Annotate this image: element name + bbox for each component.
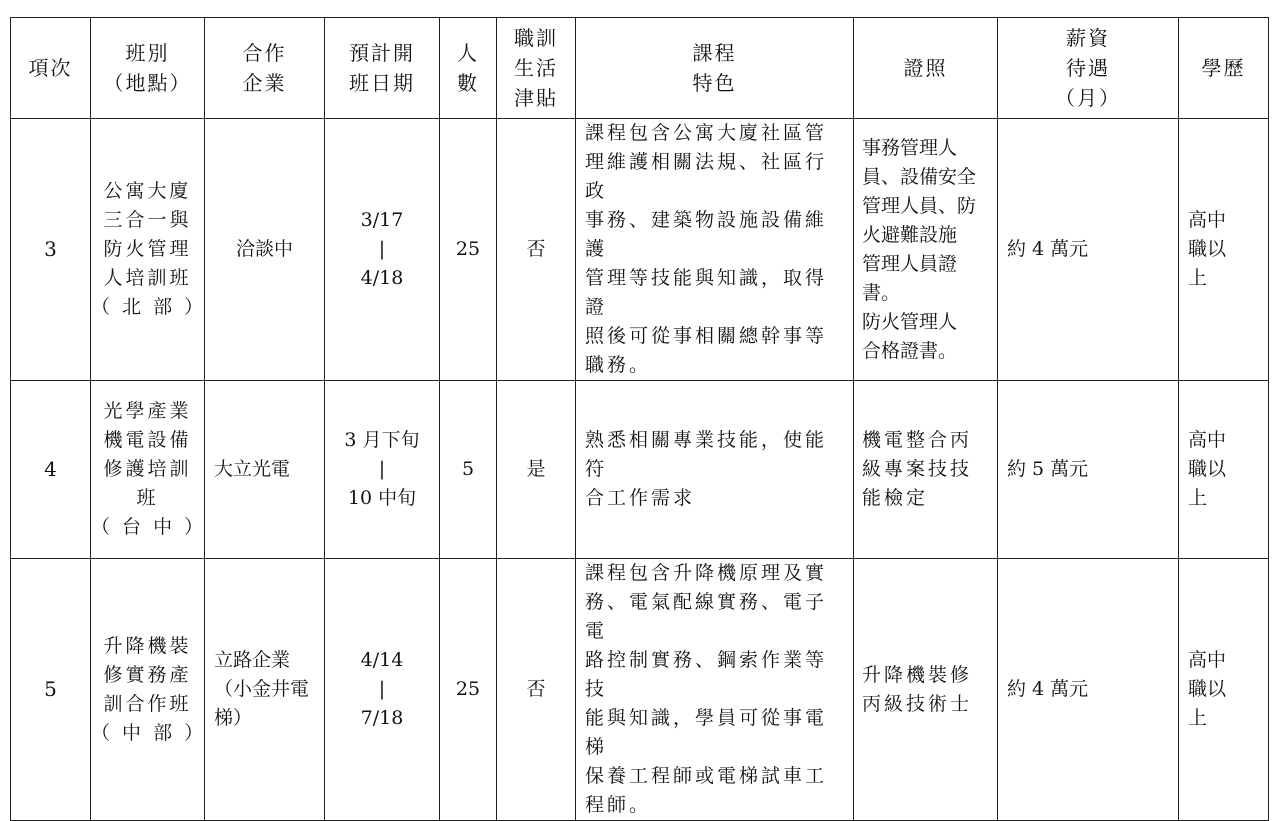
class-line: 三合一與 — [103, 209, 192, 231]
item-number: 4 — [11, 381, 91, 559]
class-line: 防火管理 — [103, 238, 192, 260]
certificate-line: 事務管理人 — [862, 136, 958, 159]
class-line: 訓合作班 — [103, 692, 192, 715]
header-salary-line: 待遇 — [1066, 56, 1110, 80]
education-line: 上 — [1188, 487, 1208, 509]
education — [1179, 381, 1269, 559]
class-line: 機電設備 — [103, 429, 192, 451]
education-line: 上 — [1188, 707, 1208, 729]
table-row — [11, 559, 1269, 821]
end-date: 7/18 — [360, 707, 404, 729]
course-line: 熟悉相關專業技能，使能符 — [585, 429, 828, 480]
certificate-line: 能檢定 — [862, 487, 929, 509]
education-line: 職以 — [1188, 678, 1227, 700]
course-line: 事務、建築物設施設備維護 — [585, 209, 828, 260]
header-allowance-line: 生活 — [514, 56, 558, 80]
header-course-line: 特色 — [692, 71, 737, 95]
course-line: 程師。 — [585, 794, 652, 816]
certificate-line: 管理人員、防 — [862, 194, 977, 217]
headcount: 5 — [440, 381, 497, 559]
date-separator: | — [378, 238, 386, 260]
education — [1179, 119, 1269, 381]
partner-line: 梯） — [214, 707, 253, 729]
header-partner — [205, 18, 325, 119]
course-line: 保養工程師或電梯試車工 — [585, 765, 828, 787]
certificate-line: 升降機裝修 — [862, 663, 973, 686]
partner-line: 大立光電 — [214, 458, 291, 480]
headcount: 25 — [440, 559, 497, 821]
end-date: 10 中旬 — [347, 487, 417, 509]
header-headcount — [440, 18, 497, 119]
header-education: 學歷 — [1179, 18, 1269, 119]
certificate-line: 管理人員證 — [862, 252, 958, 275]
class-location: （ 中 部 ） — [91, 721, 207, 744]
header-class-location — [91, 18, 205, 119]
education — [1179, 559, 1269, 821]
item-number: 3 — [11, 119, 91, 381]
header-class-line: （地點） — [103, 71, 192, 95]
schedule-dates — [325, 381, 440, 559]
salary: 約 5 萬元 — [998, 381, 1179, 559]
allowance: 是 — [497, 381, 576, 559]
partner-line: （小金井電 — [214, 678, 310, 700]
course-line: 課程包含升降機原理及實 — [585, 562, 828, 584]
course-line: 管理等技能與知識，取得證 — [585, 267, 828, 318]
header-schedule-line: 預計開 — [349, 41, 415, 65]
header-partner-line: 企業 — [242, 71, 287, 95]
item-number: 5 — [11, 559, 91, 821]
header-schedule-line: 班日期 — [349, 71, 415, 95]
class-line: 公寓大廈 — [103, 180, 192, 202]
course-line: 務、電氣配線實務、電子電 — [585, 591, 828, 642]
certificate-line: 機電整合丙 — [862, 429, 973, 451]
allowance: 否 — [497, 119, 576, 381]
course-line: 合工作需求 — [585, 487, 696, 509]
course-description — [576, 381, 854, 559]
course-description — [576, 119, 854, 381]
class-line: 人培訓班 — [103, 267, 192, 289]
header-salary — [998, 18, 1179, 119]
header-allowance-line: 職訓 — [514, 26, 558, 50]
table-row — [11, 381, 1269, 559]
class-location: （ 台 中 ） — [91, 516, 207, 538]
class-name — [91, 381, 205, 559]
course-line: 路控制實務、鋼索作業等技 — [585, 649, 828, 700]
header-row — [11, 18, 1269, 119]
certificate-line: 丙級技術士 — [862, 692, 973, 715]
class-line: 修護培訓 — [103, 458, 192, 480]
header-partner-line: 合作 — [242, 41, 287, 65]
education-line: 高中 — [1188, 429, 1227, 451]
certificate-line: 防火管理人 — [862, 310, 958, 333]
header-headcount-line: 數 — [457, 71, 479, 95]
class-name — [91, 559, 205, 821]
partner-line: 洽談中 — [235, 238, 293, 260]
header-certificate: 證照 — [854, 18, 998, 119]
education-line: 職以 — [1188, 238, 1227, 260]
start-date: 4/14 — [360, 649, 404, 671]
partner-company — [205, 381, 325, 559]
certificate — [854, 381, 998, 559]
class-name — [91, 119, 205, 381]
header-salary-line: 薪資 — [1066, 26, 1110, 50]
salary: 約 4 萬元 — [998, 119, 1179, 381]
header-course-line: 課程 — [692, 41, 737, 65]
headcount: 25 — [440, 119, 497, 381]
allowance: 否 — [497, 559, 576, 821]
course-line: 理維護相關法規、社區行政 — [585, 151, 828, 202]
start-date: 3 月下旬 — [344, 429, 420, 451]
course-line: 照後可從事相關總幹事等 — [585, 325, 828, 347]
education-line: 高中 — [1188, 649, 1227, 671]
table-row — [11, 119, 1269, 381]
class-line: 光學產業 — [103, 400, 192, 422]
training-course-table — [10, 17, 1269, 821]
date-separator: | — [378, 678, 386, 700]
class-line: 升降機裝 — [103, 634, 192, 657]
course-line: 課程包含公寓大廈社區管 — [585, 122, 828, 144]
certificate-line: 級專案技技 — [862, 458, 973, 480]
course-line: 職務。 — [585, 354, 652, 376]
class-line: 修實務產 — [103, 663, 192, 686]
certificate — [854, 559, 998, 821]
header-course — [576, 18, 854, 119]
schedule-dates — [325, 119, 440, 381]
course-description — [576, 559, 854, 821]
certificate-line: 員、設備安全 — [862, 165, 977, 188]
header-salary-line: （月） — [1055, 86, 1121, 110]
end-date: 4/18 — [360, 267, 404, 289]
certificate-line: 書。 — [862, 281, 901, 304]
partner-line: 立路企業 — [214, 649, 291, 671]
partner-company — [205, 119, 325, 381]
certificate-line: 火避難設施 — [862, 223, 958, 246]
salary: 約 4 萬元 — [998, 559, 1179, 821]
class-location: （ 北 部 ） — [91, 296, 207, 318]
header-allowance — [497, 18, 576, 119]
education-line: 上 — [1188, 267, 1208, 289]
header-allowance-line: 津貼 — [514, 86, 558, 110]
start-date: 3/17 — [360, 209, 404, 231]
schedule-dates — [325, 559, 440, 821]
header-class-line: 班別 — [125, 41, 170, 65]
date-separator: | — [378, 458, 386, 480]
partner-company — [205, 559, 325, 821]
class-line: 班 — [136, 487, 159, 509]
header-item: 項次 — [11, 18, 91, 119]
certificate-line: 合格證書。 — [862, 339, 958, 362]
course-line: 能與知識，學員可從事電梯 — [585, 707, 828, 758]
education-line: 職以 — [1188, 458, 1227, 480]
education-line: 高中 — [1188, 209, 1227, 231]
certificate — [854, 119, 998, 381]
header-schedule — [325, 18, 440, 119]
header-headcount-line: 人 — [457, 41, 479, 65]
